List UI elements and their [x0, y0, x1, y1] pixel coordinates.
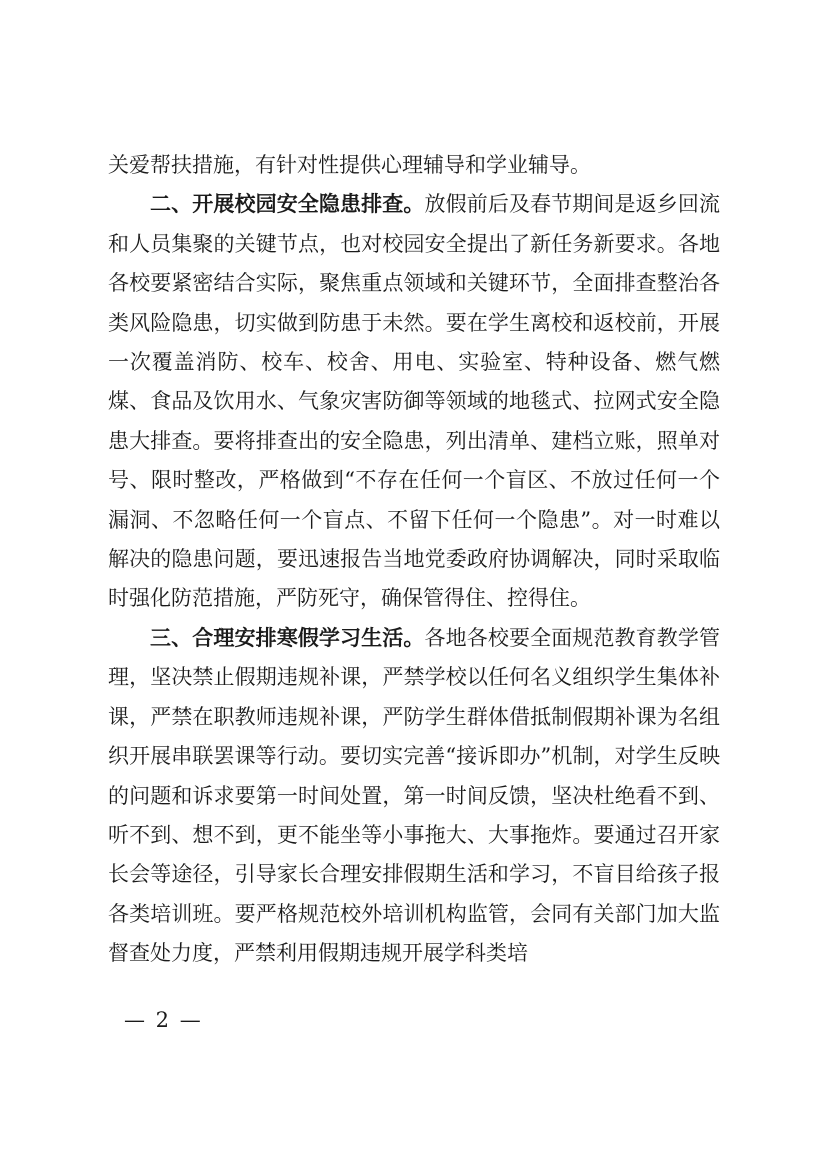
paragraph-school-safety [108, 185, 720, 618]
section-heading-winter-break: 三、合理安排寒假学习生活。 [150, 625, 425, 650]
paragraph-text: 各地各校要全面规范教育教学管理，坚决禁止假期违规补课，严禁学校以任何名义组织学生集体补课，严禁在职教师违规补课，严防学生群体借抵制假期补课为名组织开展串联罢课等行动。要切实完善“接诉即办”机制，对学生反映的问题和诉求要第一时间处置，第一时间反馈，坚决杜绝看不到、听不到、想不到，更不能坐等小事拖大、大事拖炸。要通过召开家长会等途径，引导家长合理安排假期生活和学习，不盲目给孩子报各类培训班。要严格规范校外培训机构监管，会同有关部门加大监督查处力度，严禁利用假期违规开展学科类培 [108, 625, 720, 966]
paragraph-text: 关爱帮扶措施，有针对性提供心理辅导和学业辅导。 [108, 153, 591, 177]
paragraph-winter-break [108, 619, 720, 974]
page-number: — 2 — [124, 1008, 203, 1032]
document-body [108, 146, 720, 974]
section-heading-safety: 二、开展校园安全隐患排查。 [150, 192, 425, 217]
paragraph-continuation [108, 146, 720, 185]
paragraph-text: 放假前后及春节期间是返乡回流和人员集聚的关键节点，也对校园安全提出了新任务新要求。各地各校要紧密结合实际，聚焦重点领域和关键环节，全面排查整治各类风险隐患，切实做到防患于未然。要在学生离校和返校前，开展一次覆盖消防、校车、校舍、用电、实验室、特种设备、燃气燃煤、食品及饮用水、气象灾害防御等领域的地毯式、拉网式安全隐患大排查。要将排查出的安全隐患，列出清单、建档立账，照单对号、限时整改，严格做到“不存在任何一个盲区、不放过任何一个漏洞、不忽略任何一个盲点、不留下任何一个隐患”。对一时难以解决的隐患问题，要迅速报告当地党委政府协调解决，同时采取临时强化防范措施，严防死守，确保管得住、控得住。 [108, 192, 720, 611]
